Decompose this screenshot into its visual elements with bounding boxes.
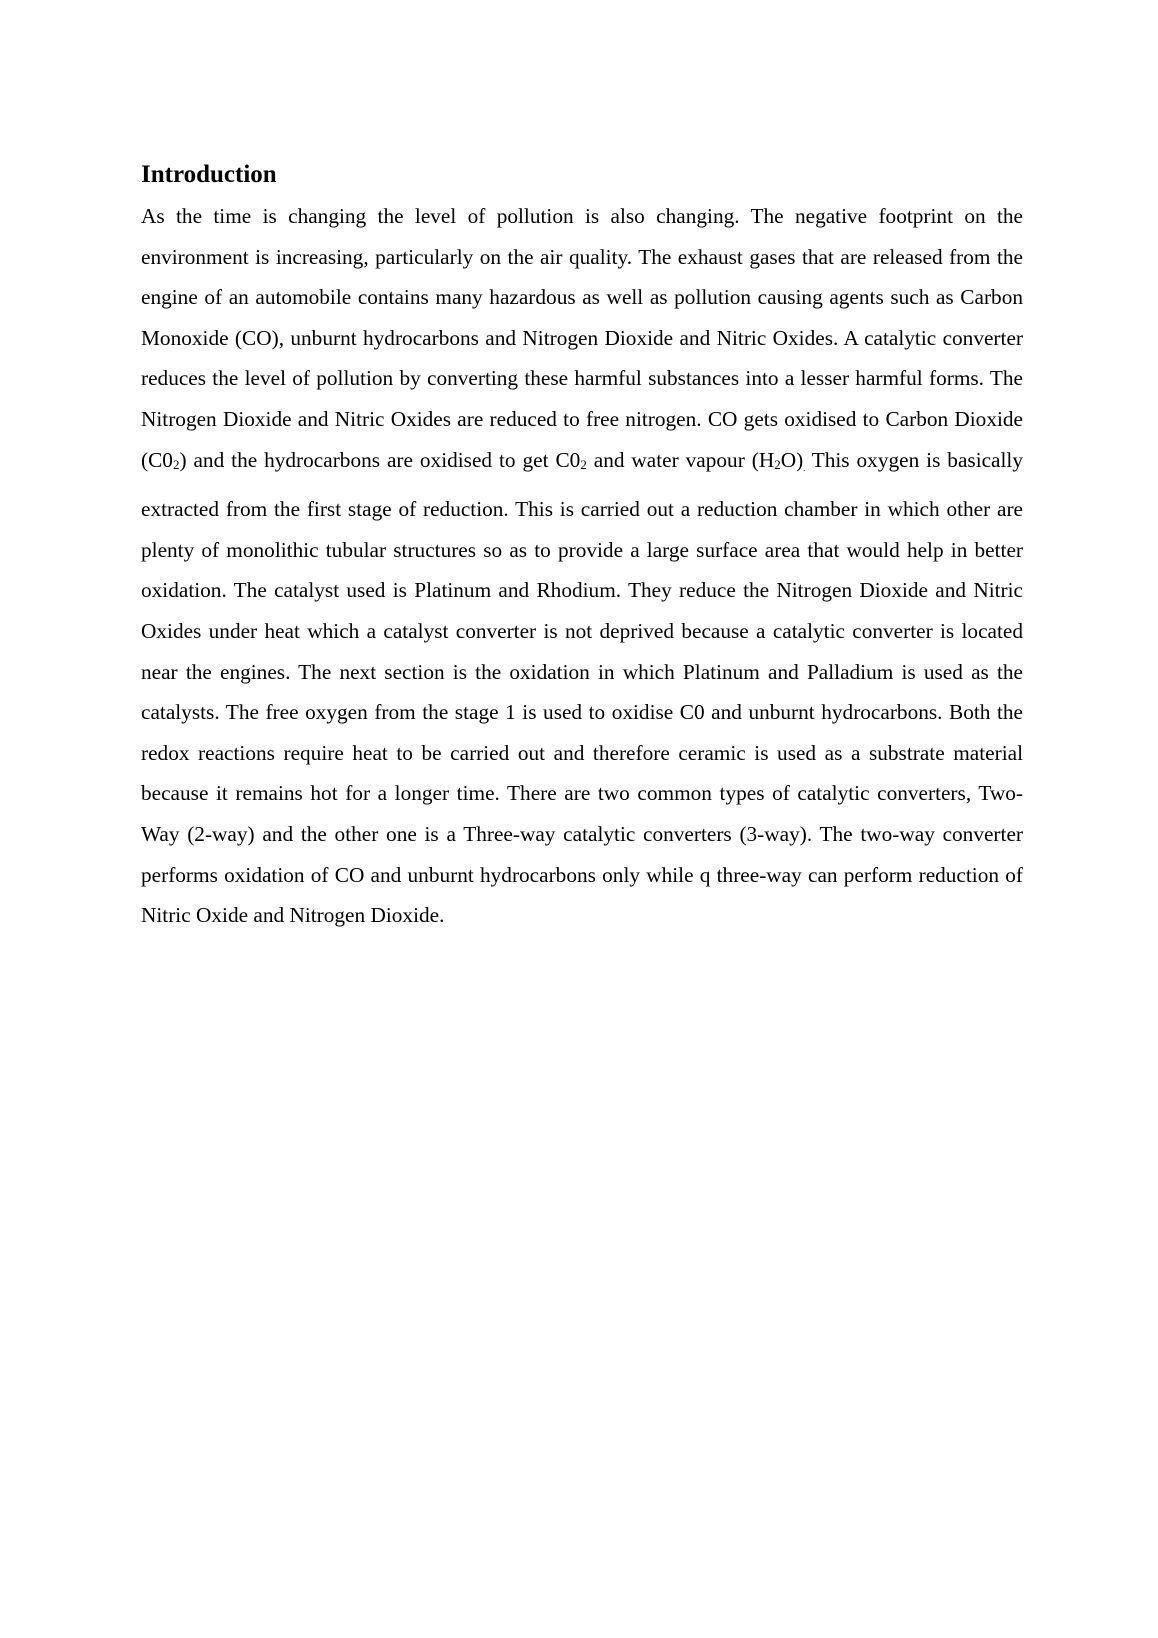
- body-paragraph: [141, 196, 1023, 936]
- small-period-mark: .: [803, 463, 806, 473]
- subscript-co2-2: 2: [580, 456, 587, 472]
- paragraph-text-1: As the time is changing the level of pollution is also changing. The negative footprint on the environment is increasing, particularly on the air quality. The exhaust gases that are released from the engine of an automobile contains many hazardous as well as pollution causing agents such as Carbon Monoxide (CO), unburnt hydrocarbons and Nitrogen Dioxide and Nitric Oxides. A catalytic converter reduces the level of pollution by converting these harmful substances into a lesser harmful forms. The Nitrogen Dioxide and Nitric Oxides are reduced to free nitrogen. CO gets oxidised to Carbon Dioxide (C0: [141, 204, 1023, 472]
- subscript-co2-1: 2: [172, 456, 180, 472]
- document-content: [141, 160, 1023, 936]
- paragraph-text-4: O): [780, 447, 804, 472]
- subscript-h2o: 2: [774, 456, 781, 472]
- paragraph-text-5: This oxygen is basically extracted from the first stage of reduction. This is carried out a reduction chamber in which other are plenty of monolithic tubular structures so as to provide a large surface area that would help in better oxidation. The catalyst used is Platinum and Rhodium. They reduce the Nitrogen Dioxide and Nitric Oxides under heat which a catalyst converter is not deprived because a catalytic converter is located near the engines. The next section is the oxidation in which Platinum and Palladium is used as the catalysts. The free oxygen from the stage 1 is used to oxidise C0 and unburnt hydrocarbons. Both the redox reactions require heat to be carried out and therefore ceramic is used as a substrate material because it remains hot for a longer time. There are two common types of catalytic converters, Two-Way (2-way) and the other one is a Three-way catalytic converters (3-way). The two-way converter performs oxidation of CO and unburnt hydrocarbons only while q three-way can perform reduction of Nitric Oxide and Nitrogen Dioxide.: [141, 447, 1023, 928]
- section-heading: Introduction: [141, 161, 277, 188]
- paragraph-text-3: and water vapour (H: [586, 447, 775, 472]
- paragraph-text-2: ) and the hydrocarbons are oxidised to get C0: [179, 447, 581, 472]
